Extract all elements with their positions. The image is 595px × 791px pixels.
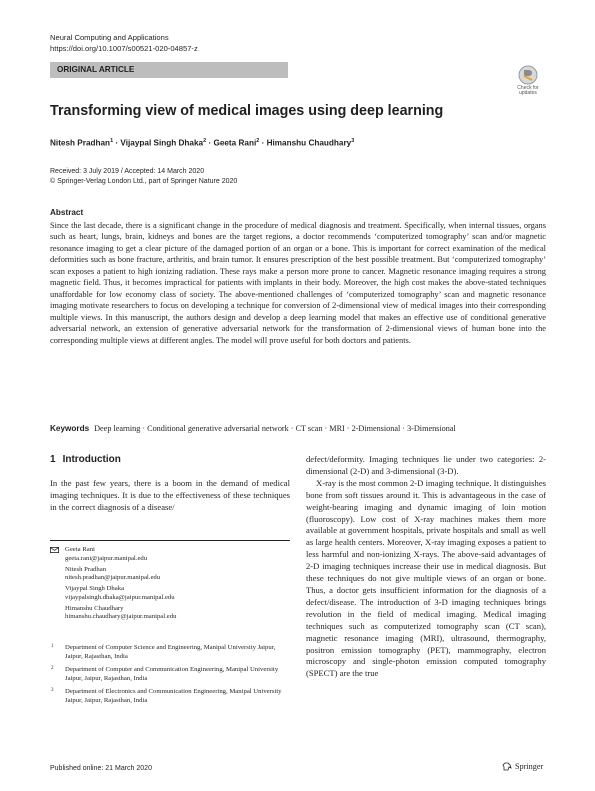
affiliation-entry	[50, 688, 290, 705]
contact-entry	[50, 546, 290, 563]
envelope-icon	[50, 547, 59, 553]
intro-right-column	[306, 454, 546, 680]
journal-name: Neural Computing and Applications	[50, 33, 169, 42]
published-date: Published online: 21 March 2020	[50, 765, 152, 772]
affiliation-text: Department of Electronics and Communication Engineering, Manipal University Jaipur, Jaipur, Rajasthan, India	[65, 687, 282, 704]
publisher-logo	[502, 762, 543, 771]
author-separator: ·	[115, 138, 119, 148]
check-for-updates-badge[interactable]	[511, 65, 545, 97]
springer-horse-icon	[502, 762, 512, 771]
keywords	[50, 423, 546, 434]
affiliation-text: Department of Computer and Communication Engineering, Manipal University Jaipur, Jaipur, Rajasthan, India	[65, 665, 279, 682]
keywords-label: Keywords	[50, 424, 90, 433]
contact-email[interactable]: nitesh.pradhan@jaipur.manipal.edu	[65, 574, 161, 581]
affiliation-entry	[50, 666, 290, 683]
author-name[interactable]: Geeta Rani	[213, 138, 257, 148]
author-affil-sup: 2	[256, 138, 260, 144]
received-dates: Received: 3 July 2019 / Accepted: 14 March 2020	[50, 168, 205, 175]
author-affil-sup: 2	[203, 138, 207, 144]
author-separator: ·	[208, 138, 212, 148]
doi-link[interactable]: https://doi.org/10.1007/s00521-020-04857-z	[50, 44, 198, 53]
author-name[interactable]: Himanshu Chaudhary	[266, 138, 352, 148]
author-separator: ·	[261, 138, 265, 148]
section-title: Introduction	[62, 454, 121, 465]
intro-paragraph: X-ray is the most common 2-D imaging technique. It distinguishes bone from soft tissues around it. This is advantageous in the case of weight-bearing imaging and dynamic imaging of loin motion (fluoroscopy). Low cost of X-ray machines makes them more available at government hospitals, private hospitals and small as well as large health centers. Moreover, X-ray imaging exposes a patient to less harmful and non-ionizing X-rays. The above-said advantages of 2-D imaging techniques increase their use in medical diagnosis. But these techniques do not give multiple views of an organ or bone. Thus, a doctor gets insufficient information for the diagnosis of a defect/disease. The introduction of 3-D imaging techniques brings revolution in the field of medical imaging. Medical imaging techniques such as computerized tomography scan (CT scan), magnetic resonance imaging (MRI), ultrasound, thermography, positron emission tomography (PET), mammography, electron microscopy and single-photon emission computed tomography (SPECT) are the true	[306, 477, 546, 679]
footnote-divider	[50, 540, 290, 541]
author-name[interactable]: Vijaypal Singh Dhaka	[120, 138, 204, 148]
affiliation-text: Department of Computer Science and Engineering, Manipal University Jaipur, Jaipur, Rajasthan, India	[65, 644, 276, 660]
contact-name: Nitesh Pradhan	[65, 565, 107, 573]
contact-name: Vijaypal Singh Dhaka	[65, 585, 125, 592]
check-updates-label: Check for updates	[517, 85, 539, 97]
contact-email[interactable]: vijaypalsingh.dhaka@jaipur.manipal.edu	[65, 593, 175, 601]
section-number: 1	[50, 454, 56, 465]
keywords-text: Deep learning · Conditional generative adversarial network · CT scan · MRI · 2-Dimensional · 3-Dimensional	[94, 424, 456, 433]
affiliation-number: 1	[51, 644, 54, 649]
contact-entry	[50, 566, 290, 583]
contact-entry	[50, 605, 290, 622]
section-heading	[50, 454, 121, 465]
publisher-name: Springer	[515, 762, 544, 771]
author-affil-sup: 1	[110, 138, 114, 144]
author-affil-sup: 3	[351, 138, 355, 144]
intro-paragraph: defect/deformity. Imaging techniques lie under two categories: 2-dimensional (2-D) and 3-dimensional (3-D).	[306, 454, 546, 476]
affiliations	[50, 644, 290, 710]
affiliation-entry	[50, 644, 290, 661]
contact-name: Geeta Rani	[65, 546, 95, 553]
check-updates-icon	[518, 65, 538, 85]
contact-entry	[50, 585, 290, 602]
intro-left-text: In the past few years, there is a boom in the demand of medical imaging techniques. It is due to the effectiveness of these techniques in the correct diagnosis of a disease/	[50, 478, 290, 512]
contact-email[interactable]: geeta.rani@jaipur.manipal.edu	[65, 554, 148, 562]
contact-email[interactable]: himanshu.chaudhary@jaipur.manipal.edu	[65, 613, 177, 620]
affiliation-number: 2	[51, 665, 54, 671]
abstract-heading: Abstract	[50, 208, 84, 217]
author-list	[50, 138, 354, 148]
paper-title: Transforming view of medical images using deep learning	[50, 103, 444, 119]
contact-name: Himanshu Chaudhary	[65, 604, 124, 612]
author-contacts	[50, 546, 290, 624]
affiliation-number: 3	[51, 687, 54, 693]
author-name[interactable]: Nitesh Pradhan	[50, 138, 111, 148]
copyright-notice: © Springer-Verlag London Ltd., part of Springer Nature 2020	[50, 178, 238, 185]
abstract-text: Since the last decade, there is a significant change in the procedure of medical diagnosis and treatment. Specifically, when internal tissues, organs such as heart, lungs, brain, kidneys and bones are the target regions, a doctor recommends ‘computerized tomography’ scan and/or magnetic resonance imaging to get a clear picture of the damaged portion of an organ or a bone. This is important for correct examination of the medical deformities such as bone fracture, arthritis, and brain tumor. It ensures prescription of the best possible treatment. But ‘computerized tomography’ scan exposes a patient to high ionizing radiation. These rays make a person more prone to cancer. Magnetic resonance imaging requires a strong magnetic field. Thus, it becomes impractical for patients with implants in their body. Moreover, the high cost makes the above-stated techniques unaffordable for low economy class of society. The above-mentioned challenges of ‘computerized tomography’ scan and magnetic resonance imaging motivate researchers to focus on developing a technique for conversion of 2-dimensional view of medical images into their corresponding multiple views. In this manuscript, the authors design and develop a deep learning model that makes an effective use of conditional generative adversarial network, an extension of generative adversarial network for the transformation of 2-dimensional views of human bone into the corresponding multiple views at different angles. The model will prove useful for both doctors and patients.	[50, 221, 546, 345]
article-type-label: ORIGINAL ARTICLE	[50, 62, 288, 78]
